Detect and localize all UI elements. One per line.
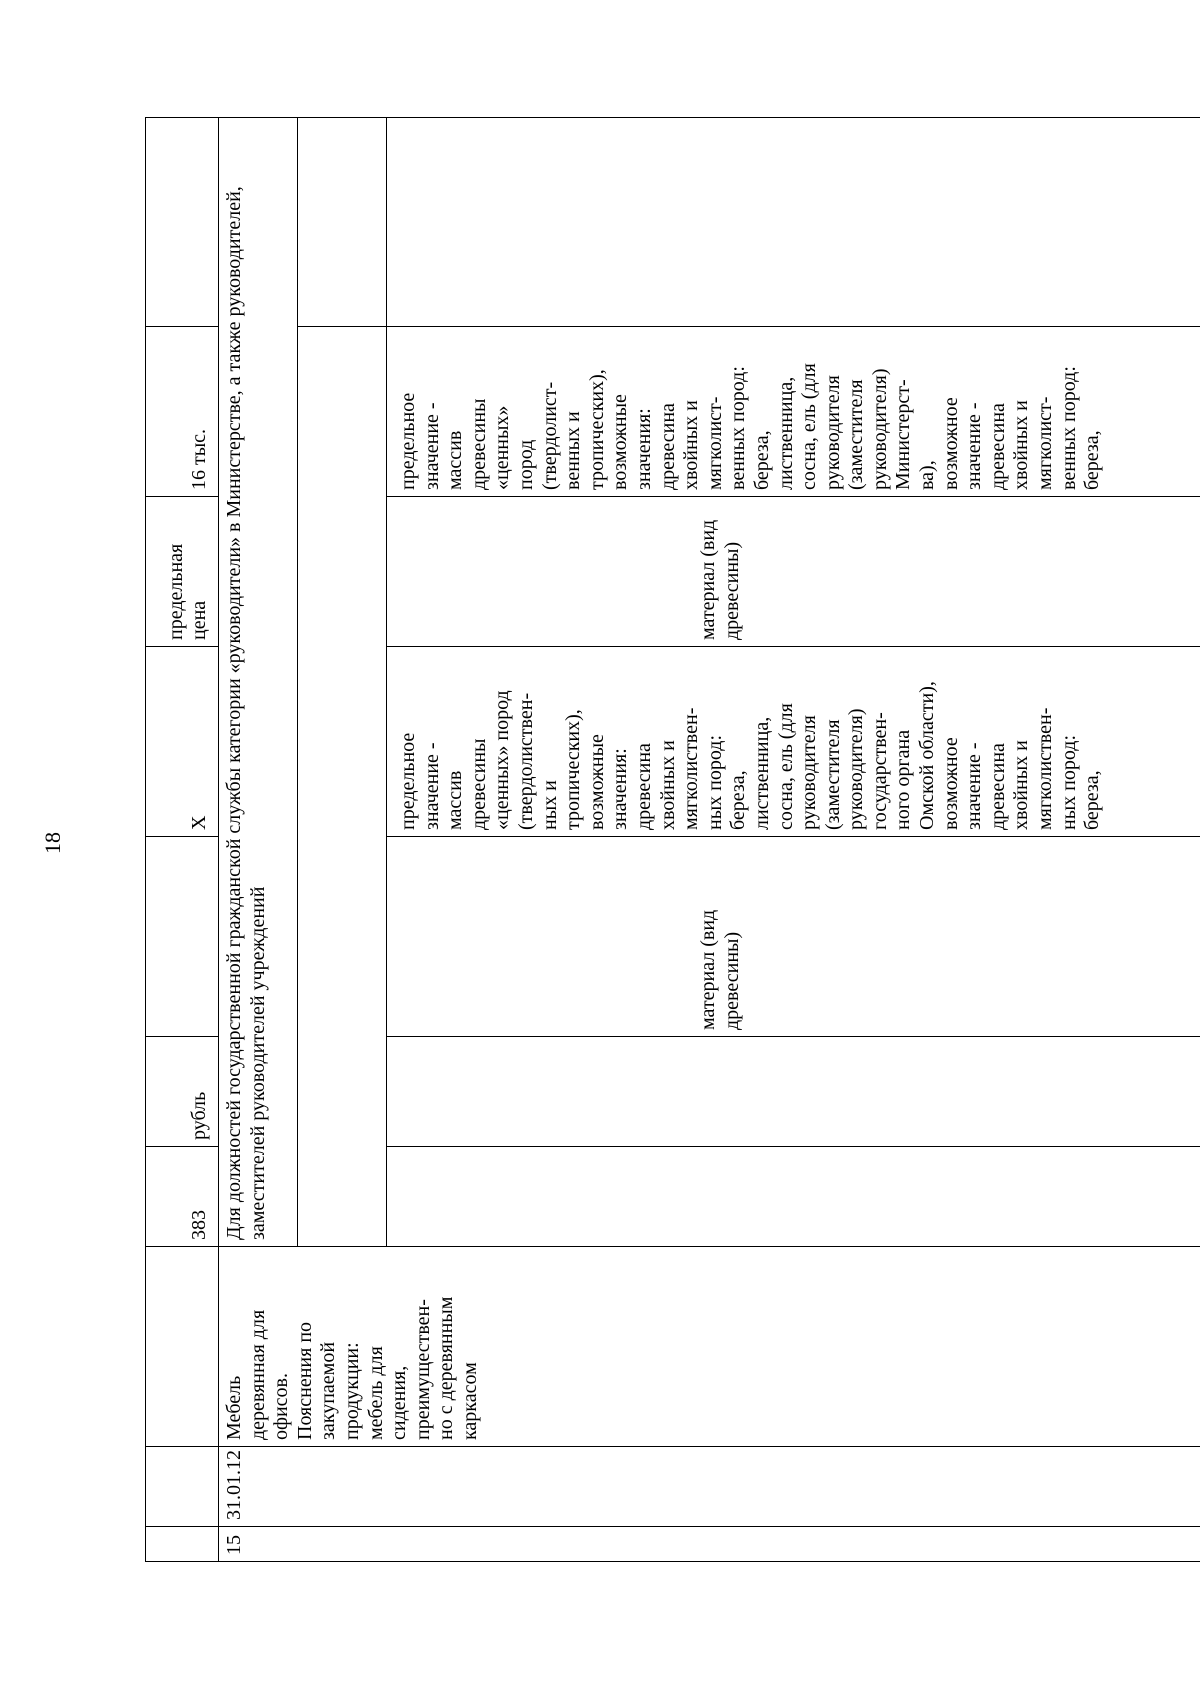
characteristic-value-2: предельное значение - массив древесины «ценных» пород (твердолист- венных и тропических), возможные значения: древесина хвойных и мягколист- венных пород: береза, лиственница, сосна, ель (для руководителя (заместителя руководителя) Министерст- ва), возможное значение - древесина хвойных и мягколист- венных пород: береза,: [387, 327, 1200, 497]
cell-unit: рубль: [146, 1037, 219, 1147]
cell-empty: [387, 118, 1200, 327]
category-heading: Для должностей государственной гражданской службы категории «руководители» в Министерстве, а также руководителей, заместителей руководителей учреждений: [219, 118, 298, 1247]
cell-item-number: 15: [219, 1527, 1200, 1562]
cell-empty: [387, 1037, 1200, 1147]
cell-empty: [298, 118, 387, 327]
cell-value-1: X: [146, 647, 219, 837]
norms-table: [145, 117, 1200, 1562]
characteristic-value-1: предельное значение - массив древесины «ценных» пород (твердолиствен- ных и тропических), возможные значения: древесина хвойных и мягколиствен- ных пород: береза, лиственница, сосна, ель (для руководителя (заместителя руководителя) государствен- ного органа Омской области), возможное значение - древесина хвойных и мягколиствен- ных пород: береза,: [387, 647, 1200, 837]
table-row: [219, 118, 298, 1562]
table-header-row: [146, 118, 219, 1562]
cell-value-2: 16 тыс.: [146, 327, 219, 497]
page-number: 18: [40, 832, 65, 854]
cell-empty: [146, 1247, 219, 1447]
cell-empty: [146, 118, 219, 327]
cell-empty: [146, 837, 219, 1037]
cell-empty: [146, 1527, 219, 1562]
cell-limit-price-label: предельная цена: [146, 497, 219, 647]
characteristic-name-2: материал (вид древесины): [387, 497, 1200, 647]
cell-empty: [298, 327, 387, 1247]
cell-empty: [387, 1147, 1200, 1247]
rotated-table-sheet: [145, 118, 1145, 1562]
cell-code: 383: [146, 1147, 219, 1247]
cell-empty: [146, 1447, 219, 1527]
cell-okpd-code: 31.01.12: [219, 1447, 1200, 1527]
characteristic-name-1: материал (вид древесины): [387, 837, 1200, 1037]
cell-item-name: Мебель деревянная для офисов. Пояснения по закупаемой продукции: мебель для сидения, преимуществен- но с деревянным каркасом: [219, 1247, 1200, 1447]
